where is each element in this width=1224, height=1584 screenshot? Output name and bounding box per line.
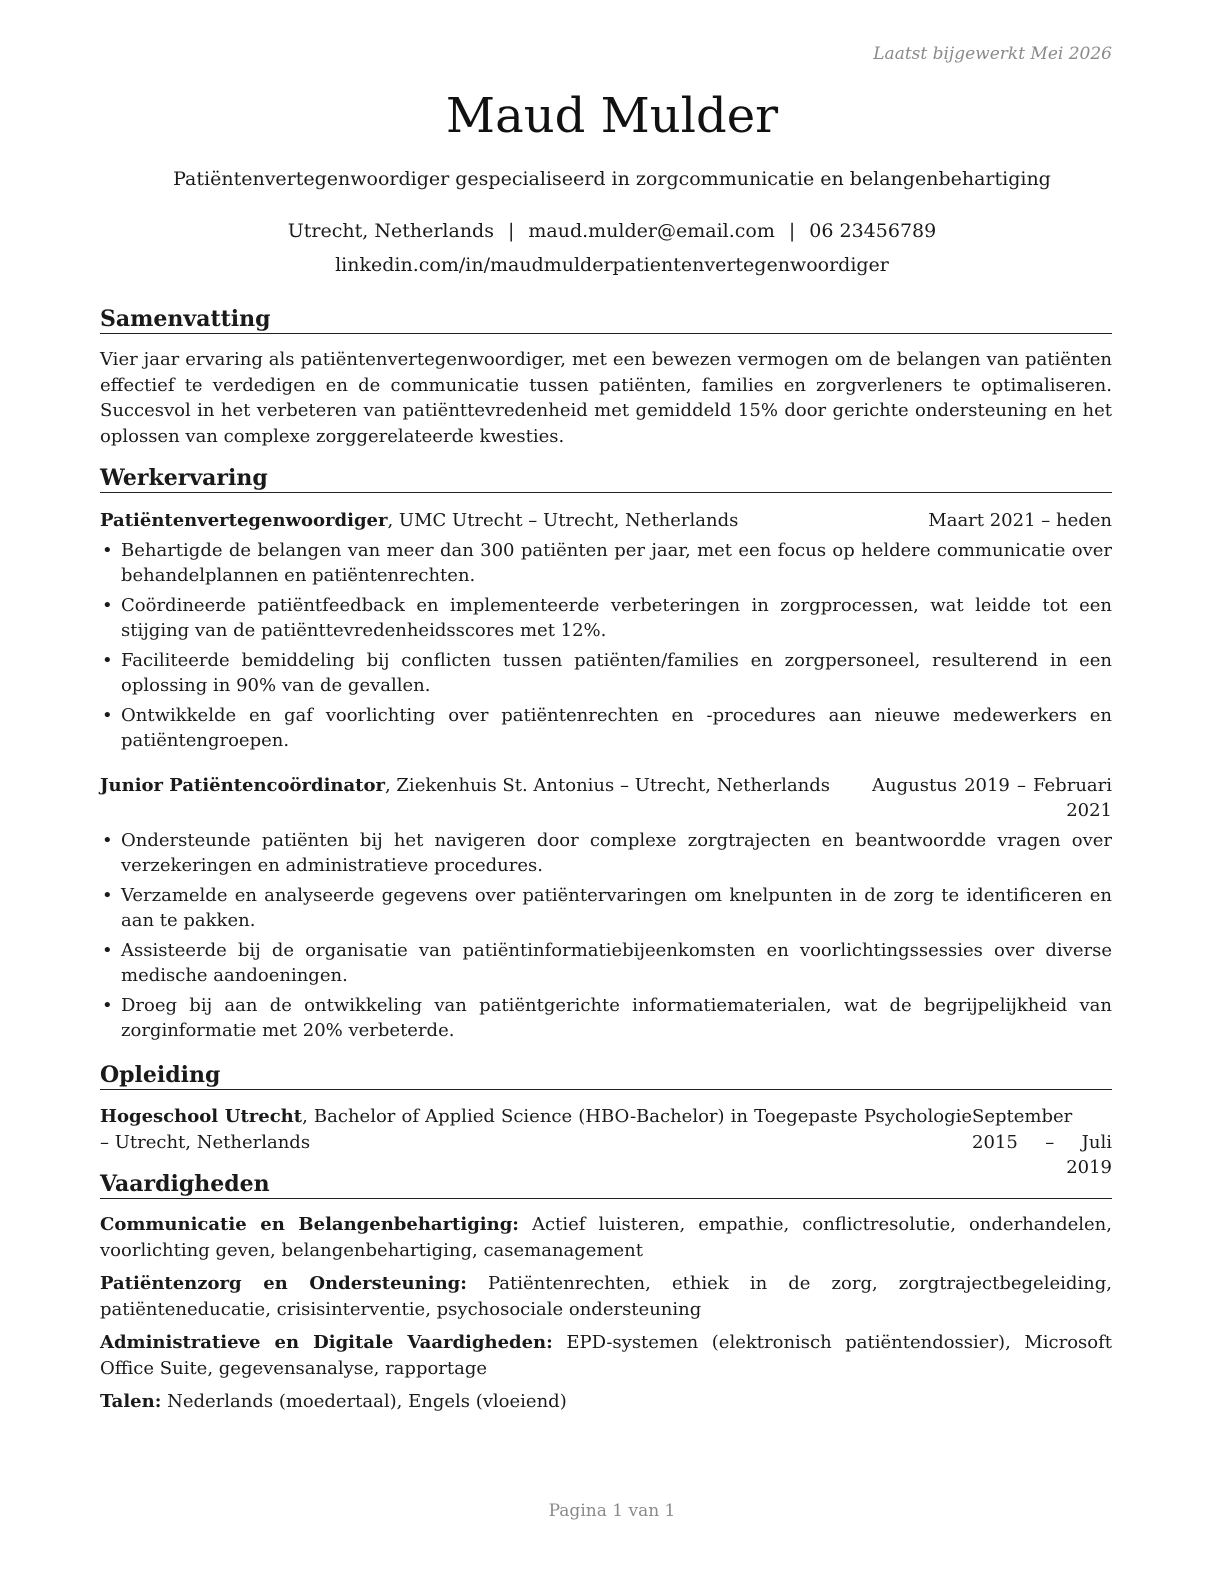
job-entry [100, 508, 1112, 754]
list-item: • Ondersteunde patiënten bij het navigeren door complexe zorgtrajecten en beantwoordde vragen over verzekeringen en administratieve procedures. [100, 828, 1112, 879]
school-name: Hogeschool Utrecht [100, 1106, 303, 1127]
summary-section [100, 305, 1112, 449]
separator: | [788, 220, 796, 242]
skill-text: Actief luisteren, empathie, conflictresolutie, onderhandelen, voorlichting geven, belangenbehartiging, casemanagement [100, 1214, 1112, 1261]
skill-text: EPD-systemen (elektronisch patiëntendossier), Microsoft Office Suite, gegevensanalyse, rapportage [100, 1332, 1112, 1379]
job-header [100, 773, 1112, 824]
job-org: , UMC Utrecht – Utrecht, Netherlands [387, 510, 739, 531]
job-dates: Maart 2021 – heden [928, 510, 1112, 531]
skill-label: Patiëntenzorg en Ondersteuning: [100, 1273, 467, 1294]
job-title-line [100, 508, 928, 534]
job-org: , Ziekenhuis St. Antonius – Utrecht, Netherlands [384, 774, 831, 796]
experience-section [100, 464, 1112, 1048]
skill-group [100, 1271, 1112, 1322]
list-item: • Droeg bij aan de ontwikkeling van patiëntgerichte informatiematerialen, wat de begrijpelijkheid van zorginformatie met 20% verbeterde. [100, 993, 1112, 1044]
section-title-summary: Samenvatting [100, 305, 1112, 334]
page-number: Pagina 1 van 1 [548, 1501, 676, 1521]
tagline: Patiëntenvertegenwoordiger gespecialiseerd in zorgcommunicatie en belangenbehartiging [173, 168, 1051, 190]
section-title-education: Opleiding [100, 1061, 1112, 1090]
section-title-experience: Werkervaring [100, 464, 1112, 493]
skills-list [100, 1212, 1112, 1415]
summary-text: Vier jaar ervaring als patiëntenvertegenwoordiger, met een bewezen vermogen om de belangen van patiënten effectief te verdedigen en de communicatie tussen patiënten, families en zorgverleners te optimaliseren. Succesvol in het verbeteren van patiënttevredenheid met gemiddeld 15% door gerichte ondersteuning en het oplossen van complexe zorggerelateerde kwesties. [100, 349, 1112, 447]
job-title-line [100, 773, 872, 824]
last-updated-note: Laatst bijgewerkt Mei 2026 [873, 44, 1112, 64]
skills-section [100, 1170, 1112, 1423]
list-item: • Ontwikkelde en gaf voorlichting over patiëntenrechten en -procedures aan nieuwe medewerkers en patiëntengroepen. [100, 703, 1112, 754]
education-dates: September 2015 – Juli 2019 [972, 1106, 1112, 1178]
list-item: • Behartigde de belangen van meer dan 300 patiënten per jaar, met een focus op heldere communicatie over behandelplannen en patiëntenrechten. [100, 538, 1112, 589]
list-item: • Verzamelde en analyseerde gegevens over patiëntervaringen om knelpunten in de zorg te identificeren en aan te pakken. [100, 883, 1112, 934]
skill-label: Administratieve en Digitale Vaardigheden: [100, 1332, 553, 1353]
skill-group [100, 1212, 1112, 1263]
section-title-skills: Vaardigheden [100, 1170, 1112, 1199]
skill-text: Nederlands (moedertaal), Engels (vloeiend) [161, 1391, 567, 1412]
job-role: Junior Patiëntencoördinator [100, 774, 385, 796]
contact-line [0, 218, 1224, 244]
job-bullets [100, 538, 1112, 754]
skill-group [100, 1330, 1112, 1381]
list-item: • Assisteerde bij de organisatie van patiëntinformatiebijeenkomsten en voorlichtingssessies over diverse medische aandoeningen. [100, 938, 1112, 989]
skill-label: Communicatie en Belangenbehartiging: [100, 1214, 519, 1235]
email-link[interactable]: maud.mulder@email.com [528, 220, 775, 242]
education-section [100, 1061, 1112, 1181]
job-entry [100, 773, 1112, 1044]
separator: | [507, 220, 515, 242]
candidate-name: Maud Mulder [445, 88, 779, 144]
job-dates: Augustus 2019 – Februari 2021 [872, 774, 1112, 821]
job-bullets [100, 828, 1112, 1044]
location: Utrecht, Netherlands [287, 220, 494, 242]
list-item: • Faciliteerde bemiddeling bij conflicten tussen patiënten/families en zorgpersoneel, resulterend in een oplossing in 90% van de gevallen. [100, 648, 1112, 699]
phone-number: 06 23456789 [809, 220, 937, 242]
linkedin-link[interactable]: linkedin.com/in/maudmulderpatientenvertegenwoordiger [335, 254, 889, 276]
skill-label: Talen: [100, 1391, 162, 1412]
list-item: • Coördineerde patiëntfeedback en implementeerde verbeteringen in zorgprocessen, wat leidde tot een stijging van de patiënttevredenheidsscores met 12%. [100, 593, 1112, 644]
skill-group [100, 1389, 1112, 1415]
job-role: Patiëntenvertegenwoordiger [100, 510, 388, 531]
job-header [100, 508, 1112, 534]
skill-text: Patiëntenrechten, ethiek in de zorg, zorgtrajectbegeleiding, patiënteneducatie, crisisinterventie, psychosociale ondersteuning [100, 1273, 1112, 1320]
degree-details: , Bachelor of Applied Science (HBO-Bachelor) in Toegepaste Psychologie – Utrecht, Netherlands [100, 1106, 972, 1153]
